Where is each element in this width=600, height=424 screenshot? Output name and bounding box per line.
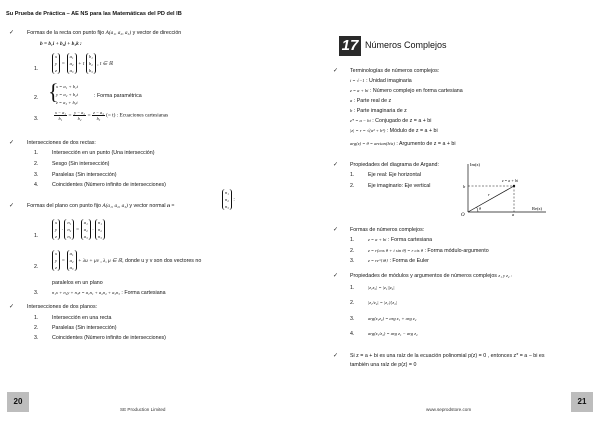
plane-parametric-note: paralelos en un plano	[52, 280, 103, 286]
forms-heading: Formas de números complejos:	[350, 227, 425, 233]
plane-intersections-heading: Intersecciones de dos planos:	[27, 304, 98, 310]
terminology-item: z* = a − bi : Conjugado de z = a + bi	[350, 118, 432, 124]
plane-parametric-equation: x y z = a₁ a₂ a₃ + λu + μv , λ, μ ∈ ℝ, donde u y v son dos vectores no	[52, 250, 201, 271]
item-number: 1.	[350, 172, 355, 178]
item-number: 2.	[34, 325, 39, 331]
page-header: Su Prueba de Práctica – AE NS para las Matemáticas del PD del IB	[6, 11, 182, 17]
left-brace: {	[48, 79, 59, 104]
terminology-item: arg(z) = θ = arctan(b/a) : Argumento de z = a + bi	[350, 141, 456, 147]
terminology-item: a : Parte real de z	[350, 98, 392, 104]
re-axis-label: Re(z)	[532, 206, 542, 211]
item-number: 1.	[350, 285, 355, 291]
form-item: z = r(cos θ + i sin θ) = r cis θ : Forma módulo-argumento	[368, 248, 489, 254]
plane-cartesian-equation: n₁x + n₂y + n₃z = a₁n₁ + a₂n₂ + a₃n₃ : Forma cartesiana	[52, 290, 166, 296]
parametric-label: : Forma paramétrica	[94, 93, 142, 99]
item-number: 2.	[34, 161, 39, 167]
list-item: Coincidentes (Número infinito de intersecciones)	[52, 182, 166, 188]
form-item: z = re^{iθ} : Forma de Euler	[368, 258, 429, 264]
chapter-title: Números Complejos	[365, 40, 447, 50]
item-number: 4.	[350, 331, 355, 337]
origin-label: O	[461, 213, 465, 216]
terminology-item: z = a + bi : Número complejo en forma cartesiana	[350, 88, 463, 94]
point-label: z = a + bi	[502, 178, 519, 183]
terminology-heading: Terminologías de números complejos:	[350, 68, 440, 74]
item-number: 3.	[350, 258, 355, 264]
cartesian-line-equations: $\frac{\text{x − a₁}}{\text{b₁}}$ = $\frac{\text{y − a₂}}{\text{b₂}}$ = $\frac{\text{z − a₃}}{\text{b₃}}$ (= t) : Ecuaciones cartesianas	[55, 110, 169, 121]
list-item: Paralelas (Sin intersección)	[52, 325, 117, 331]
website: www.seprodstore.com	[426, 407, 472, 412]
r-label: r	[488, 192, 490, 197]
item-number: 2.	[34, 95, 39, 101]
publisher: SE Production Limited	[120, 407, 166, 412]
property-item: arg(z₁z₂) = arg z₁ + arg z₂	[368, 316, 417, 321]
item-number: 1.	[34, 66, 39, 72]
conjugate-root-text: Si z = a + bi es una raíz de la ecuación polinomial p(z) = 0 , entonces z* = a − bi es	[350, 353, 545, 359]
argand-heading: Propiedades del diagrama de Argand:	[350, 162, 439, 168]
plane-vector-equation: x y z · n₁ n₂ n₃ = a₁ a₂ a₃ · n₁ n₂ n₃	[52, 219, 105, 240]
item-number: 1.	[350, 237, 355, 243]
item-number: 3.	[34, 335, 39, 341]
check-icon: ✓	[9, 203, 15, 209]
item-number: 2.	[34, 264, 39, 270]
plane-forms-heading: Formas del plano con punto fijo A(a₁, a₂, a₃) y vector normal n =	[27, 203, 175, 209]
list-item: Eje imaginario: Eje vertical	[368, 183, 431, 189]
right-page-number: 21	[571, 392, 593, 412]
item-number: 3.	[350, 316, 355, 322]
item-number: 3.	[34, 290, 39, 296]
check-icon: ✓	[333, 227, 339, 233]
line-intersections-heading: Intersecciones de dos rectas:	[27, 140, 96, 146]
terminology-item: b : Parte imaginaria de z	[350, 108, 407, 114]
theta-label: θ	[479, 206, 481, 211]
list-item: Paralelas (Sin intersección)	[52, 172, 117, 178]
check-icon: ✓	[333, 353, 339, 359]
item-number: 2.	[350, 300, 355, 306]
property-item: arg(z₁/z₂) = arg z₁ − arg z₂	[368, 331, 418, 336]
list-item: Intersección en un punto (Una intersección)	[52, 150, 155, 156]
direction-vector: b = b₁i + b₂j + b₃k :	[40, 41, 82, 47]
angle-arc	[477, 207, 478, 212]
b-label: b	[463, 184, 466, 189]
item-number: 1.	[34, 150, 39, 156]
argand-diagram	[456, 160, 552, 216]
mod-arg-heading: Propiedades de módulos y argumentos de números complejos z₁ y z₂ :	[350, 273, 513, 279]
list-item: Eje real: Eje horizontal	[368, 172, 421, 178]
form-item: z = a + bi : Forma cartesiana	[368, 237, 433, 243]
normal-vector: n₁ n₂ n₃ :	[222, 189, 235, 210]
line-forms-heading: Formas de la recta con punto fijo A(a₁, a₂, a₃) y vector de dirección	[27, 30, 182, 36]
property-item: |z₁/z₂| = |z₁|/|z₂|	[368, 300, 398, 305]
conjugate-root-text-cont: también una raíz de p(z) = 0	[350, 362, 417, 368]
check-icon: ✓	[333, 162, 339, 168]
check-icon: ✓	[333, 273, 339, 279]
item-number: 3.	[34, 116, 39, 122]
check-icon: ✓	[333, 68, 339, 74]
left-page-number: 20	[7, 392, 29, 412]
check-icon: ✓	[9, 140, 15, 146]
parametric-equations: x = a₁ + b₁t y = a₂ + b₂t z = a₃ + b₃t	[56, 84, 78, 105]
terminology-item: i = √−1 : Unidad imaginaria	[350, 78, 412, 84]
property-item: |z₁z₂| = |z₁||z₂|	[368, 285, 395, 290]
list-item: Intersección en una recta	[52, 315, 112, 321]
chapter-number-badge: 17	[339, 36, 361, 56]
terminology-item: |z| = r = √(a² + b²) : Módulo de z = a + bi	[350, 128, 438, 134]
item-number: 1.	[34, 315, 39, 321]
list-item: Coincidentes (Número infinito de intersecciones)	[52, 335, 166, 341]
line-vector-equation: x y z = a₁ a₂ a₃ + t b₁ b₂ b₃ , t ∈ ℝ	[52, 53, 113, 74]
item-number: 1.	[34, 233, 39, 239]
item-number: 4.	[34, 182, 39, 188]
check-icon: ✓	[9, 304, 15, 310]
a-label: a	[512, 212, 515, 216]
item-number: 2.	[350, 248, 355, 254]
item-number: 3.	[34, 172, 39, 178]
modulus-line	[468, 186, 514, 212]
check-icon: ✓	[9, 30, 15, 36]
im-axis-label: Im(z)	[470, 162, 480, 167]
item-number: 2.	[350, 183, 355, 189]
list-item: Sesgo (Sin intersección)	[52, 161, 110, 167]
complex-point	[513, 185, 515, 187]
